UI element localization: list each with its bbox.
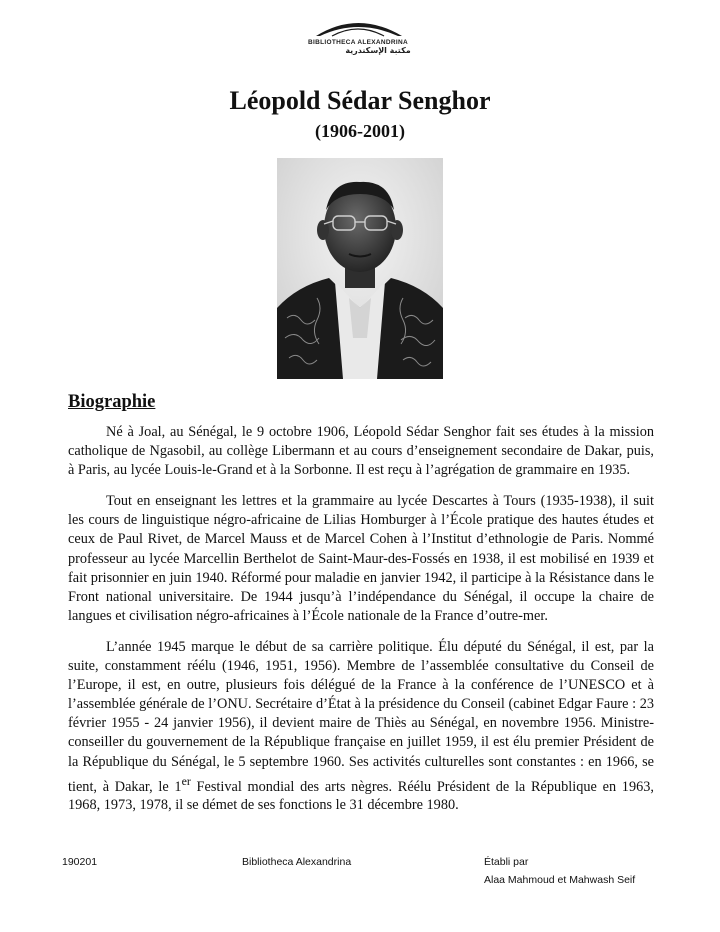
bio-paragraph-2: Tout en enseignant les lettres et la grammaire au lycée Descartes à Tours (1935-1938), il suit les cours de linguistique négro-africaine de Lilias Homburger à l’École pratique des hautes études et ceux de Paul Rivet, de Marcel Mauss et de Marcel Cohen à l’Institut d’ethnologie de Paris. Nommé professeur au lycée Marcellin Berthelot de Saint-Maur-des-Fossés en 1938, il est mobilisé en 1939 et fait prisonnier en juin 1940. Réformé pour maladie en janvier 1942, il participe à la Résistance dans le Front national universitaire. De 1944 jusqu’à l’indépendance du Sénégal, il occupe la chaire de langues et civilisation négro-africaines à l’École nationale de la France d’outre-mer. xyxy=(68,493,654,624)
library-arc-icon xyxy=(312,16,404,38)
portrait-photo xyxy=(277,158,443,379)
page-title: Léopold Sédar Senghor xyxy=(229,86,491,115)
footer-established-by: Établi par xyxy=(484,856,529,868)
page-subtitle: (1906-2001) xyxy=(315,121,405,141)
biography-text xyxy=(68,423,654,828)
ordinal-superscript: er xyxy=(181,773,191,788)
logo-text-en: BIBLIOTHECA ALEXANDRINA xyxy=(308,39,408,46)
bio-paragraph-3-part-2: Festival mondial des arts nègres. Réélu Président de la République en 1963, 1968, 1973, 1978, il se démet de ses fonctions le 31 décembre 1980. xyxy=(68,778,654,814)
bio-paragraph-3-part-1: L’année 1945 marque le début de sa carrière politique. Élu député du Sénégal, il est, par la suite, constamment réélu (1946, 1951, 1956). Membre de l’assemblée consultative du Conseil de l’Europe, il est, en outre, plusieurs fois délégué de la France à la conférence de l’UNESCO et à l’assemblée générale de l’ONU. Secrétaire d’État à la présidence du Conseil (cabinet Edgar Faure : 23 février 1955 - 24 janvier 1956), il devient maire de Thiès au Sénégal, en novembre 1956. Ministre-conseiller du gouvernement de la République française en juillet 1959, il est élu premier Président de la République du Sénégal, le 5 septembre 1960. Ses activités culturelles sont constantes : en 1966, se tient, à Dakar, le 1 xyxy=(68,638,654,795)
footer-document-id: 190201 xyxy=(62,856,98,868)
portrait-illustration xyxy=(277,158,443,379)
bio-paragraph-3 xyxy=(68,638,654,816)
bio-paragraph-1: Né à Joal, au Sénégal, le 9 octobre 1906, Léopold Sédar Senghor fait ses études à la mission catholique de Ngasobil, au collège Libermann et au cours d’enseignement secondaire de Dakar, puis, à Paris, au lycée Louis-le-Grand et à la Sorbonne. Il est reçu à l’agrégation de grammaire en 1935. xyxy=(68,424,654,479)
footer-authors: Alaa Mahmoud et Mahwash Seif xyxy=(484,874,636,886)
section-heading-biographie: Biographie xyxy=(68,392,156,412)
bibliotheca-logo xyxy=(288,16,428,60)
logo-text-ar: مكتبة الإسكندرية xyxy=(345,46,411,55)
footer-organization: Bibliotheca Alexandrina xyxy=(242,856,352,868)
